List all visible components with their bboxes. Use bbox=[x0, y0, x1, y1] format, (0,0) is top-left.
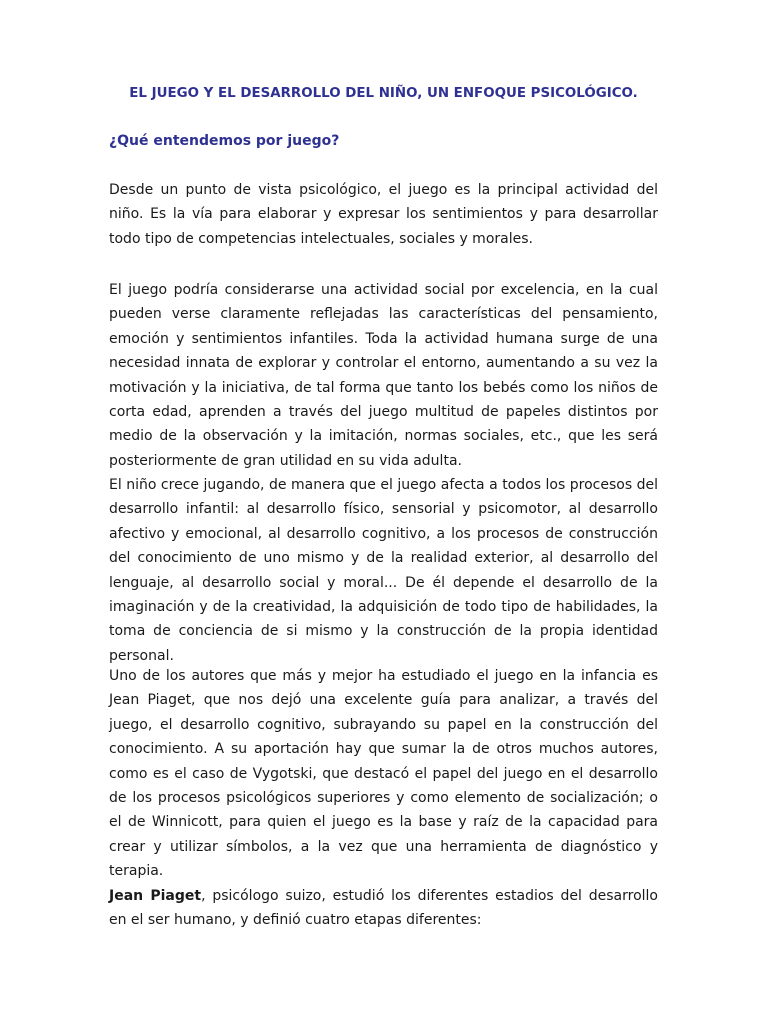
section-heading: ¿Qué entendemos por juego? bbox=[109, 133, 340, 149]
paragraph-4: Uno de los autores que más y mejor ha estudiado el juego en la infancia es Jean Piaget, que nos dejó una excelente guía para analizar, a través del juego, el desarrollo cognitivo, subrayando su papel en la construcción del conocimiento. A su aportación hay que sumar la de otros muchos autores, como es el caso de Vygotski, que destacó el papel del juego en el desarrollo de los procesos psicológicos superiores y como elemento de socialización; o el de Winnicott, para quien el juego es la base y raíz de la capacidad para crear y utilizar símbolos, a la vez que una herramienta de diagnóstico y terapia. bbox=[109, 668, 658, 880]
paragraph-5-text: , psicólogo suizo, estudió los diferentes estadios del desarrollo en el ser humano, y definió cuatro etapas diferentes: bbox=[109, 888, 658, 929]
paragraph-1: Desde un punto de vista psicológico, el juego es la principal actividad del niño. Es la vía para elaborar y expresar los sentimientos y para desarrollar todo tipo de competencias intelectuales, sociales y morales. bbox=[109, 182, 658, 247]
bold-author-name: Jean Piaget bbox=[109, 888, 202, 904]
paragraph-2: El juego podría considerarse una actividad social por excelencia, en la cual pueden verse claramente reflejadas las características del pensamiento, emoción y sentimientos infantiles. Toda la actividad humana surge de una necesidad innata de explorar y controlar el entorno, aumentando a su vez la motivación y la iniciativa, de tal forma que tanto los bebés como los niños de corta edad, aprenden a través del juego multitud de papeles distintos por medio de la observación y la imitación, normas sociales, etc., que les será posteriormente de gran utilidad en su vida adulta. bbox=[109, 282, 658, 469]
document-title: EL JUEGO Y EL DESARROLLO DEL NIÑO, UN ENFOQUE PSICOLÓGICO. bbox=[129, 86, 638, 101]
paragraph-5 bbox=[109, 884, 658, 933]
paragraph-3: El niño crece jugando, de manera que el juego afecta a todos los procesos del desarrollo infantil: al desarrollo físico, sensorial y psicomotor, al desarrollo afectivo y emocional, al desarrollo cognitivo, a los procesos de construcción del conocimiento de uno mismo y de la realidad exterior, al desarrollo del lenguaje, al desarrollo social y moral... De él depende el desarrollo de la imaginación y de la creatividad, la adquisición de todo tipo de habilidades, la toma de conciencia de si mismo y la construcción de la propia identidad personal. bbox=[109, 477, 658, 664]
